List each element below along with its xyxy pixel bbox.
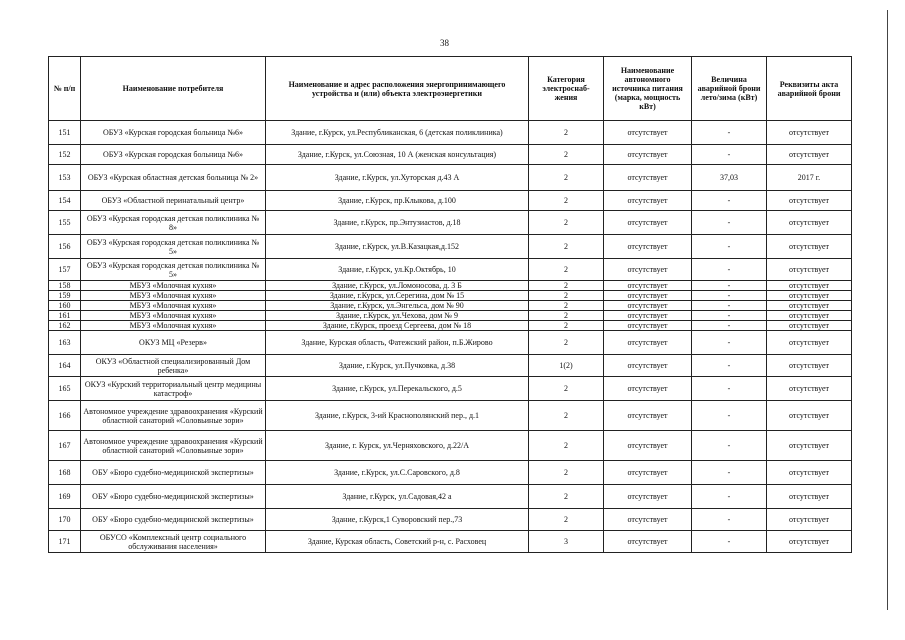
cell-act: отсутствует <box>767 401 852 431</box>
cell-reserve: - <box>692 301 767 311</box>
cell-num: 158 <box>49 281 81 291</box>
table-row <box>49 355 852 377</box>
cell-address: Здание, г.Курск,1 Суворовский пер.,73 <box>266 509 529 531</box>
header-row <box>49 57 852 121</box>
cell-source: отсутствует <box>604 291 692 301</box>
cell-act: отсутствует <box>767 321 852 331</box>
table-row <box>49 485 852 509</box>
cell-consumer: МБУЗ «Молочная кухня» <box>81 321 266 331</box>
cell-reserve: - <box>692 485 767 509</box>
cell-num: 166 <box>49 401 81 431</box>
table-row <box>49 191 852 211</box>
cell-category: 2 <box>529 291 604 301</box>
cell-consumer: Автономное учреждение здравоохранения «Курский областной санаторий «Соловьиные зори» <box>81 431 266 461</box>
cell-consumer: Автономное учреждение здравоохранения «Курский областной санаторий «Соловьиные зори» <box>81 401 266 431</box>
cell-address: Здание, г.Курск, 3-ий Краснополянский пер., д.1 <box>266 401 529 431</box>
cell-category: 2 <box>529 281 604 291</box>
cell-source: отсутствует <box>604 431 692 461</box>
cell-reserve: - <box>692 377 767 401</box>
cell-reserve: - <box>692 321 767 331</box>
cell-act: отсутствует <box>767 331 852 355</box>
cell-address: Здание, г.Курск, пр.Клыкова, д.100 <box>266 191 529 211</box>
cell-source: отсутствует <box>604 211 692 235</box>
table-row <box>49 401 852 431</box>
cell-reserve: - <box>692 531 767 553</box>
table-row <box>49 321 852 331</box>
cell-address: Здание, г.Курск, ул.Садовая,42 а <box>266 485 529 509</box>
cell-act: отсутствует <box>767 259 852 281</box>
table-row <box>49 377 852 401</box>
cell-address: Здание, г.Курск, ул.Чехова, дом № 9 <box>266 311 529 321</box>
cell-address: Здание, г.Курск, ул.С.Саровского, д.8 <box>266 461 529 485</box>
cell-reserve: - <box>692 461 767 485</box>
cell-source: отсутствует <box>604 165 692 191</box>
header-address: Наименование и адрес расположения энергопринимающего устройства и (или) объекта электроэнергетики <box>266 57 529 121</box>
page-number: 38 <box>440 38 449 48</box>
cell-address: Здание, г.Курск, ул.Энгельса, дом № 90 <box>266 301 529 311</box>
cell-source: отсутствует <box>604 301 692 311</box>
cell-address: Здание, г.Курск, ул.Пучковка, д.38 <box>266 355 529 377</box>
cell-act: отсутствует <box>767 211 852 235</box>
cell-address: Здание, г.Курск, проезд Сергеева, дом № 18 <box>266 321 529 331</box>
cell-address: Здание, г.Курск, ул.Кр.Октябрь, 10 <box>266 259 529 281</box>
cell-consumer: ОБУ «Бюро судебно-медицинской экспертизы» <box>81 509 266 531</box>
cell-consumer: МБУЗ «Молочная кухня» <box>81 281 266 291</box>
table-row <box>49 291 852 301</box>
cell-act: отсутствует <box>767 291 852 301</box>
cell-num: 155 <box>49 211 81 235</box>
cell-consumer: ОБУЗ «Областной перинатальный центр» <box>81 191 266 211</box>
cell-category: 2 <box>529 145 604 165</box>
table-row <box>49 235 852 259</box>
cell-source: отсутствует <box>604 377 692 401</box>
cell-num: 161 <box>49 311 81 321</box>
cell-num: 164 <box>49 355 81 377</box>
cell-category: 2 <box>529 461 604 485</box>
cell-num: 157 <box>49 259 81 281</box>
cell-source: отсутствует <box>604 191 692 211</box>
cell-category: 2 <box>529 485 604 509</box>
cell-consumer: ОКУЗ «Областной специализированный Дом ребенка» <box>81 355 266 377</box>
cell-act: отсутствует <box>767 235 852 259</box>
cell-reserve: - <box>692 355 767 377</box>
cell-consumer: ОБУЗ «Курская городская больница №6» <box>81 145 266 165</box>
header-num: № п/п <box>49 57 81 121</box>
cell-consumer: МБУЗ «Молочная кухня» <box>81 301 266 311</box>
cell-consumer: ОБУЗ «Курская городская детская поликлиника № 8» <box>81 211 266 235</box>
table-row <box>49 145 852 165</box>
cell-consumer: ОКУЗ МЦ «Резерв» <box>81 331 266 355</box>
margin-line <box>887 10 888 610</box>
cell-source: отсутствует <box>604 311 692 321</box>
cell-category: 2 <box>529 191 604 211</box>
cell-category: 2 <box>529 377 604 401</box>
cell-category: 2 <box>529 121 604 145</box>
cell-num: 162 <box>49 321 81 331</box>
cell-source: отсутствует <box>604 331 692 355</box>
cell-reserve: - <box>692 191 767 211</box>
cell-consumer: ОКУЗ «Курский территориальный центр медицины катастроф» <box>81 377 266 401</box>
header-reserve: Величина аварийной брони лето/зима (кВт) <box>692 57 767 121</box>
cell-source: отсутствует <box>604 145 692 165</box>
cell-reserve: - <box>692 431 767 461</box>
header-act: Реквизиты акта аварийной брони <box>767 57 852 121</box>
cell-num: 159 <box>49 291 81 301</box>
cell-act: отсутствует <box>767 531 852 553</box>
cell-reserve: - <box>692 259 767 281</box>
table-row <box>49 461 852 485</box>
cell-act: отсутствует <box>767 431 852 461</box>
cell-source: отсутствует <box>604 401 692 431</box>
cell-address: Здание, г.Курск, ул.Союзная, 10 А (женская консультация) <box>266 145 529 165</box>
cell-act: отсутствует <box>767 461 852 485</box>
cell-consumer: МБУЗ «Молочная кухня» <box>81 291 266 301</box>
cell-source: отсутствует <box>604 235 692 259</box>
cell-source: отсутствует <box>604 121 692 145</box>
cell-num: 154 <box>49 191 81 211</box>
cell-reserve: - <box>692 235 767 259</box>
cell-reserve: - <box>692 281 767 291</box>
header-category: Категория электроснаб-жения <box>529 57 604 121</box>
header-consumer: Наименование потребителя <box>81 57 266 121</box>
cell-consumer: МБУЗ «Молочная кухня» <box>81 311 266 321</box>
cell-num: 163 <box>49 331 81 355</box>
consumers-table <box>48 56 852 553</box>
cell-source: отсутствует <box>604 259 692 281</box>
table-row <box>49 165 852 191</box>
cell-category: 2 <box>529 431 604 461</box>
cell-num: 151 <box>49 121 81 145</box>
cell-num: 153 <box>49 165 81 191</box>
cell-num: 169 <box>49 485 81 509</box>
cell-consumer: ОБУЗ «Курская городская детская поликлиника № 5» <box>81 235 266 259</box>
cell-act: отсутствует <box>767 355 852 377</box>
cell-category: 2 <box>529 259 604 281</box>
cell-category: 2 <box>529 311 604 321</box>
cell-act: отсутствует <box>767 191 852 211</box>
table-row <box>49 431 852 461</box>
cell-consumer: ОБУЗ «Курская городская детская поликлиника № 5» <box>81 259 266 281</box>
cell-category: 2 <box>529 401 604 431</box>
cell-source: отсутствует <box>604 461 692 485</box>
cell-category: 2 <box>529 235 604 259</box>
cell-consumer: ОБУ «Бюро судебно-медицинской экспертизы» <box>81 461 266 485</box>
cell-num: 171 <box>49 531 81 553</box>
cell-act: отсутствует <box>767 281 852 291</box>
cell-act: отсутствует <box>767 121 852 145</box>
table-row <box>49 211 852 235</box>
cell-address: Здание, г.Курск, пр.Энтузиастов, д.18 <box>266 211 529 235</box>
table-row <box>49 259 852 281</box>
cell-num: 168 <box>49 461 81 485</box>
cell-act: отсутствует <box>767 509 852 531</box>
table-row <box>49 311 852 321</box>
cell-num: 160 <box>49 301 81 311</box>
table-row <box>49 331 852 355</box>
cell-reserve: - <box>692 311 767 321</box>
cell-reserve: - <box>692 121 767 145</box>
cell-source: отсутствует <box>604 509 692 531</box>
cell-address: Здание, г.Курск, ул.Республиканская, 6 (детская поликлиника) <box>266 121 529 145</box>
cell-category: 2 <box>529 165 604 191</box>
cell-source: отсутствует <box>604 321 692 331</box>
cell-address: Здание, г.Курск, ул.В.Казацкая,д.152 <box>266 235 529 259</box>
cell-address: Здание, г.Курск, ул.Хуторская д.43 А <box>266 165 529 191</box>
cell-consumer: ОБУЗ «Курская городская больница №6» <box>81 121 266 145</box>
cell-source: отсутствует <box>604 355 692 377</box>
cell-reserve: 37,03 <box>692 165 767 191</box>
cell-num: 165 <box>49 377 81 401</box>
cell-category: 3 <box>529 531 604 553</box>
cell-source: отсутствует <box>604 531 692 553</box>
cell-address: Здание, г.Курск, ул.Серегина, дом № 15 <box>266 291 529 301</box>
cell-category: 1(2) <box>529 355 604 377</box>
cell-act: отсутствует <box>767 485 852 509</box>
cell-reserve: - <box>692 509 767 531</box>
cell-reserve: - <box>692 291 767 301</box>
cell-consumer: ОБУСО «Комплексный центр социального обслуживания населения» <box>81 531 266 553</box>
cell-num: 152 <box>49 145 81 165</box>
table-row <box>49 121 852 145</box>
cell-act: отсутствует <box>767 377 852 401</box>
cell-category: 2 <box>529 509 604 531</box>
cell-address: Здание, г. Курск, ул.Черняховского, д.22/А <box>266 431 529 461</box>
cell-category: 2 <box>529 331 604 355</box>
cell-address: Здание, Курская область, Советский р-н, с. Расховец <box>266 531 529 553</box>
cell-address: Здание, Курская область, Фатежский район, п.Б.Жирово <box>266 331 529 355</box>
cell-act: отсутствует <box>767 145 852 165</box>
cell-reserve: - <box>692 331 767 355</box>
cell-address: Здание, г.Курск, ул.Ломоносова, д. 3 Б <box>266 281 529 291</box>
cell-num: 170 <box>49 509 81 531</box>
cell-source: отсутствует <box>604 485 692 509</box>
cell-consumer: ОБУ «Бюро судебно-медицинской экспертизы» <box>81 485 266 509</box>
cell-act: отсутствует <box>767 311 852 321</box>
cell-act: 2017 г. <box>767 165 852 191</box>
header-source: Наименование автономного источника питания (марка, мощность кВт) <box>604 57 692 121</box>
cell-num: 156 <box>49 235 81 259</box>
cell-reserve: - <box>692 401 767 431</box>
cell-act: отсутствует <box>767 301 852 311</box>
cell-num: 167 <box>49 431 81 461</box>
table-row <box>49 531 852 553</box>
table-row <box>49 301 852 311</box>
cell-source: отсутствует <box>604 281 692 291</box>
cell-category: 2 <box>529 301 604 311</box>
cell-category: 2 <box>529 211 604 235</box>
table-row <box>49 281 852 291</box>
table-row <box>49 509 852 531</box>
cell-consumer: ОБУЗ «Курская областная детская больница № 2» <box>81 165 266 191</box>
cell-reserve: - <box>692 211 767 235</box>
cell-address: Здание, г.Курск, ул.Перекальского, д.5 <box>266 377 529 401</box>
cell-reserve: - <box>692 145 767 165</box>
cell-category: 2 <box>529 321 604 331</box>
